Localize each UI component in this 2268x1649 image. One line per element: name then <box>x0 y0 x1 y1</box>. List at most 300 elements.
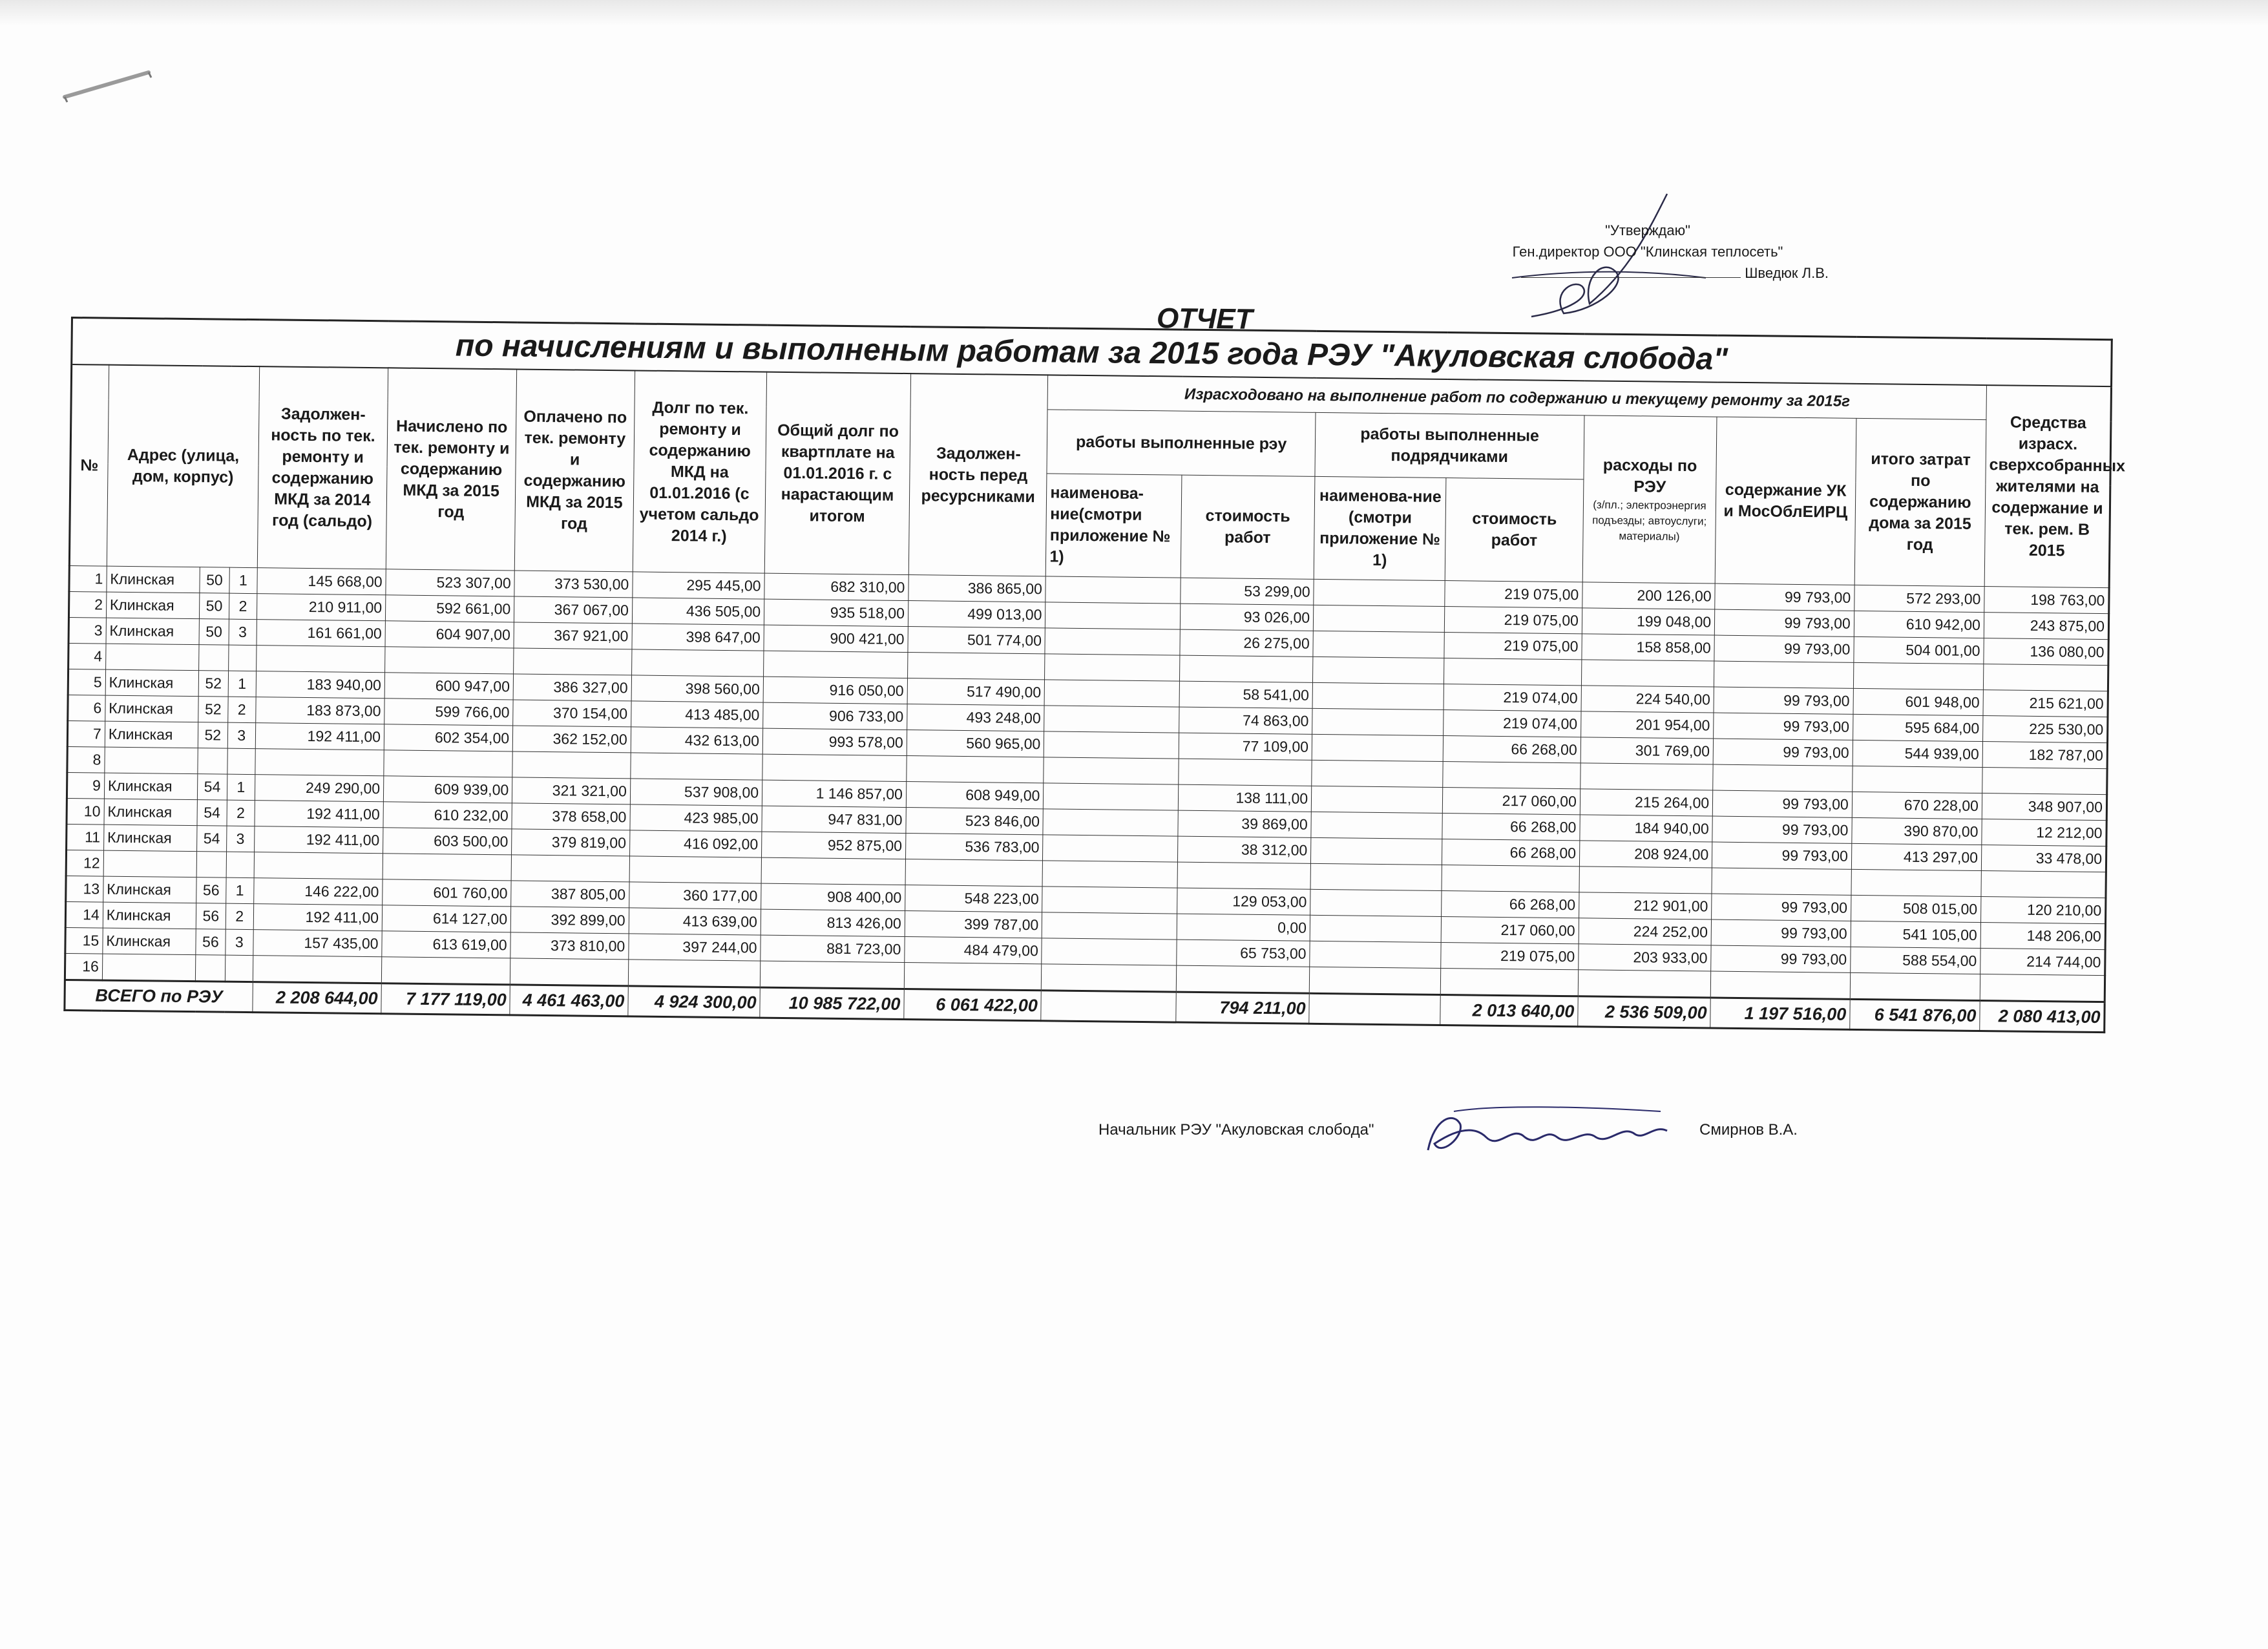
row-street: Клинская <box>104 799 198 826</box>
row-debt-2016: 398 647,00 <box>632 624 764 651</box>
row-funds <box>1982 768 2107 795</box>
row-reu-cost: 138 111,00 <box>1178 784 1312 812</box>
reu-expenses-title: расходы по РЭУ <box>1602 456 1697 496</box>
row-reu-cost <box>1179 655 1313 682</box>
row-supplier-debt: 499 013,00 <box>908 601 1045 628</box>
row-contractor-cost: 66 268,00 <box>1442 891 1579 918</box>
row-contractor-name <box>1310 889 1442 916</box>
row-contractor-name <box>1310 941 1442 968</box>
row-contractor-cost: 66 268,00 <box>1442 814 1580 841</box>
header-total-debt: Общий долг по квартплате на 01.01.2016 г. с нарастающим итогом <box>764 372 910 575</box>
footer-name: Смирнов В.А. <box>1699 1121 1798 1139</box>
row-number: 1 <box>69 565 107 592</box>
row-debt-2016: 416 092,00 <box>629 830 762 857</box>
row-house: 56 <box>196 903 226 929</box>
row-debt-2016 <box>628 960 761 987</box>
row-corpus <box>226 852 255 877</box>
row-debt-2014 <box>254 852 383 879</box>
row-street: Клинская <box>107 566 200 593</box>
table-title: по начислениям и выполненым работам за 2015 года РЭУ "Акуловская слобода" <box>72 318 2112 387</box>
row-reu-name <box>1044 706 1179 733</box>
row-funds: 33 478,00 <box>1981 845 2106 872</box>
row-number: 11 <box>67 824 104 850</box>
row-uk: 99 793,00 <box>1711 919 1851 947</box>
row-debt-2016: 295 445,00 <box>633 572 765 599</box>
row-total-debt <box>761 857 905 885</box>
header-reu-works: работы выполненные рэу <box>1047 410 1316 476</box>
row-debt-2014: 161 661,00 <box>257 620 386 647</box>
total-paid: 4 461 463,00 <box>510 985 628 1016</box>
row-house: 54 <box>198 774 227 800</box>
row-uk: 99 793,00 <box>1714 687 1853 714</box>
row-total-costs <box>1851 869 1982 896</box>
row-reu-name <box>1044 731 1179 759</box>
row-debt-2014: 249 290,00 <box>255 775 384 802</box>
header-contractor-name: наименова-ние (смотри приложение № 1) <box>1314 476 1446 580</box>
header-reu-name: наименова-ние(смотри приложение № 1) <box>1046 474 1182 578</box>
row-funds: 348 907,00 <box>1982 793 2106 821</box>
header-debt-2016: Долг по тек. ремонту и содержанию МКД на 01.01.2016 (с учетом сальдо 2014 г.) <box>633 370 767 573</box>
row-charged: 592 661,00 <box>385 595 514 622</box>
row-uk: 99 793,00 <box>1713 739 1853 766</box>
row-supplier-debt: 536 783,00 <box>905 834 1043 861</box>
row-total-debt: 947 831,00 <box>762 806 906 833</box>
row-reu-cost: 93 026,00 <box>1180 604 1314 631</box>
row-reu-expenses: 301 769,00 <box>1580 737 1714 764</box>
row-reu-name <box>1043 809 1178 836</box>
row-debt-2014: 192 411,00 <box>255 723 384 750</box>
row-contractor-cost <box>1441 968 1579 996</box>
row-debt-2014: 192 411,00 <box>253 904 383 931</box>
row-supplier-debt: 548 223,00 <box>905 885 1042 912</box>
header-num: № <box>69 364 109 566</box>
row-contractor-name <box>1310 863 1442 890</box>
row-reu-expenses <box>1581 660 1714 687</box>
row-total-costs: 670 228,00 <box>1852 792 1982 819</box>
row-funds: 12 212,00 <box>1982 819 2106 846</box>
row-debt-2016: 413 639,00 <box>629 908 761 935</box>
row-charged: 613 619,00 <box>382 931 511 958</box>
row-house: 52 <box>198 697 228 722</box>
row-house: 50 <box>200 593 229 619</box>
row-street: Клинская <box>105 669 199 697</box>
row-total-costs: 508 015,00 <box>1851 895 1981 922</box>
row-corpus <box>227 748 255 774</box>
row-total-debt: 935 518,00 <box>764 599 908 626</box>
row-debt-2014: 145 668,00 <box>257 568 386 595</box>
total-contractor-cost: 2 013 640,00 <box>1440 994 1578 1026</box>
row-reu-expenses: 224 252,00 <box>1579 918 1712 945</box>
row-house: 52 <box>198 722 227 748</box>
row-uk: 99 793,00 <box>1712 894 1851 921</box>
row-total-costs <box>1850 972 1980 1000</box>
row-contractor-name <box>1313 605 1445 632</box>
reu-expenses-detail: (з/пл.; электроэнергия подъезды; автоуслуги; материалы) <box>1592 498 1707 543</box>
row-street: Клинская <box>103 876 196 903</box>
row-uk <box>1712 868 1851 895</box>
row-reu-name <box>1045 602 1181 629</box>
row-contractor-name <box>1311 837 1443 865</box>
row-house <box>199 645 229 671</box>
row-contractor-name <box>1311 786 1443 813</box>
row-reu-cost: 53 299,00 <box>1181 578 1314 605</box>
row-debt-2016: 423 985,00 <box>630 804 762 832</box>
row-uk: 99 793,00 <box>1712 790 1852 817</box>
header-supplier-debt: Задолжен-ность перед ресурсниками <box>908 373 1048 576</box>
total-costs: 6 541 876,00 <box>1849 999 1980 1031</box>
row-funds: 198 763,00 <box>1984 587 2109 614</box>
row-street <box>105 747 198 774</box>
row-number: 12 <box>66 850 103 876</box>
row-contractor-name <box>1309 967 1441 994</box>
row-total-debt: 900 421,00 <box>764 625 908 652</box>
signature-line <box>1521 277 1741 278</box>
row-funds <box>1983 664 2108 691</box>
row-corpus: 2 <box>227 800 255 826</box>
row-paid: 386 327,00 <box>513 674 631 701</box>
row-debt-2016: 432 613,00 <box>631 727 763 754</box>
row-total-debt: 813 426,00 <box>761 909 905 936</box>
row-contractor-cost: 219 074,00 <box>1444 684 1581 711</box>
row-paid: 367 921,00 <box>514 622 632 649</box>
row-reu-cost: 77 109,00 <box>1179 733 1312 760</box>
header-contractor-cost: стоимость работ <box>1445 478 1584 582</box>
row-total-costs: 588 554,00 <box>1850 947 1980 974</box>
row-total-debt: 1 146 857,00 <box>762 780 906 807</box>
footer <box>1098 1121 1798 1139</box>
row-charged: 603 500,00 <box>383 828 512 855</box>
row-supplier-debt <box>907 756 1044 783</box>
row-number: 2 <box>68 591 106 618</box>
header-reu-expenses <box>1582 415 1717 583</box>
footer-position: Начальник РЭУ "Акуловская слобода" <box>1098 1121 1374 1139</box>
header-debt-2014: Задолжен-ность по тек. ремонту и содержанию МКД за 2014 год (сальдо) <box>257 366 388 569</box>
row-contractor-cost: 219 075,00 <box>1444 633 1582 660</box>
row-corpus: 1 <box>226 877 254 903</box>
row-reu-cost <box>1176 965 1310 993</box>
row-debt-2014: 157 435,00 <box>253 930 383 957</box>
row-corpus <box>225 955 253 982</box>
row-contractor-name <box>1310 915 1442 942</box>
row-supplier-debt: 484 479,00 <box>905 937 1042 964</box>
head-signature <box>1415 1098 1686 1170</box>
row-debt-2014: 183 873,00 <box>256 697 385 724</box>
row-supplier-debt: 608 949,00 <box>906 782 1044 809</box>
row-corpus: 3 <box>227 722 256 748</box>
row-charged: 599 766,00 <box>384 698 514 726</box>
row-reu-cost: 0,00 <box>1177 914 1310 941</box>
row-contractor-cost: 217 060,00 <box>1443 788 1580 815</box>
row-street <box>103 850 197 877</box>
row-charged <box>385 647 514 674</box>
total-reu-cost: 794 211,00 <box>1176 992 1310 1024</box>
row-paid <box>512 751 631 779</box>
row-reu-name <box>1044 680 1179 707</box>
header-spent-group: Израсходовано на выполнение работ по содержанию и текущему ремонту за 2015г <box>1047 375 1986 419</box>
row-house <box>198 748 227 774</box>
scan-edge <box>0 0 2268 26</box>
header-uk-mosoblеirc: содержание УК и МосОблЕИРЦ <box>1715 417 1856 585</box>
row-debt-2016: 436 505,00 <box>632 598 764 625</box>
row-contractor-name <box>1314 579 1445 606</box>
row-supplier-debt: 560 965,00 <box>907 730 1044 757</box>
total-debt-2014: 2 208 644,00 <box>253 982 382 1014</box>
row-uk: 99 793,00 <box>1714 635 1854 662</box>
row-contractor-name <box>1312 760 1444 787</box>
director-name: Шведюк Л.В. <box>1745 265 1829 281</box>
row-number: 15 <box>65 927 103 954</box>
row-debt-2016: 360 177,00 <box>629 882 761 909</box>
row-debt-2016: 397 244,00 <box>629 934 761 961</box>
row-corpus: 3 <box>229 619 257 645</box>
row-reu-expenses: 200 126,00 <box>1582 582 1716 609</box>
row-total-costs: 390 870,00 <box>1852 817 1982 845</box>
row-paid: 321 321,00 <box>512 777 631 804</box>
row-supplier-debt: 386 865,00 <box>908 575 1046 602</box>
row-contractor-cost: 219 074,00 <box>1444 710 1581 737</box>
header-total-costs: итого затрат по содержанию дома за 2015 год <box>1854 418 1986 586</box>
row-debt-2014: 210 911,00 <box>257 594 386 621</box>
row-debt-2014: 183 940,00 <box>256 671 385 698</box>
row-charged: 610 232,00 <box>383 802 512 829</box>
row-reu-name <box>1045 576 1181 604</box>
total-supplier: 6 061 422,00 <box>904 989 1042 1021</box>
total-reu-name <box>1041 991 1176 1022</box>
row-debt-2014 <box>255 749 384 776</box>
row-supplier-debt <box>905 859 1043 887</box>
row-reu-expenses: 212 901,00 <box>1579 892 1712 919</box>
total-funds: 2 080 413,00 <box>1980 1001 2105 1033</box>
row-paid: 362 152,00 <box>512 726 631 753</box>
total-contractor-name <box>1309 993 1441 1025</box>
row-contractor-name <box>1313 656 1445 684</box>
row-number: 8 <box>67 746 105 773</box>
row-total-costs <box>1853 662 1984 689</box>
row-street: Клинская <box>105 695 198 722</box>
row-street: Клинская <box>106 618 200 645</box>
row-contractor-cost: 66 268,00 <box>1444 736 1581 763</box>
row-total-costs: 601 948,00 <box>1853 688 1984 715</box>
row-number: 13 <box>66 876 103 902</box>
row-paid <box>510 958 628 986</box>
staple-mark <box>58 65 155 103</box>
row-uk <box>1710 971 1850 999</box>
total-total-debt: 10 985 722,00 <box>760 987 904 1019</box>
row-total-costs: 544 939,00 <box>1853 740 1983 767</box>
row-reu-name <box>1045 654 1180 681</box>
report-sheet <box>63 302 2126 1033</box>
row-contractor-name <box>1312 708 1444 735</box>
row-supplier-debt: 523 846,00 <box>906 808 1044 835</box>
row-reu-cost: 38 312,00 <box>1177 836 1311 863</box>
row-reu-cost <box>1179 759 1312 786</box>
row-street <box>102 954 196 982</box>
row-reu-name <box>1044 783 1179 810</box>
row-reu-expenses <box>1578 970 1711 998</box>
row-contractor-cost <box>1443 762 1580 789</box>
row-total-costs: 572 293,00 <box>1854 585 1984 612</box>
row-street: Клинская <box>103 902 196 929</box>
row-number: 7 <box>67 720 105 747</box>
row-charged <box>383 854 512 881</box>
row-contractor-cost: 219 075,00 <box>1445 607 1582 634</box>
row-uk: 99 793,00 <box>1714 609 1854 636</box>
row-reu-expenses: 224 540,00 <box>1581 686 1714 713</box>
row-funds: 225 530,00 <box>1982 716 2107 743</box>
row-number: 14 <box>65 901 103 928</box>
header-charged-2015: Начислено по тек. ремонту и содержанию МКД за 2015 год <box>386 368 516 571</box>
row-paid: 373 810,00 <box>510 932 629 960</box>
row-contractor-name <box>1313 631 1445 658</box>
approval-block <box>1441 220 1854 284</box>
row-paid: 392 899,00 <box>510 907 629 934</box>
row-reu-expenses: 208 924,00 <box>1579 841 1712 868</box>
row-street: Клинская <box>103 824 197 852</box>
row-total-costs: 504 001,00 <box>1854 636 1984 664</box>
row-reu-name <box>1042 912 1177 940</box>
row-corpus: 1 <box>228 671 257 697</box>
row-house: 52 <box>198 671 228 697</box>
row-corpus: 2 <box>226 903 254 929</box>
total-label: ВСЕГО по РЭУ <box>65 980 253 1012</box>
row-total-debt: 682 310,00 <box>764 573 908 600</box>
row-total-debt: 993 578,00 <box>762 728 907 755</box>
row-contractor-cost: 66 268,00 <box>1442 839 1580 867</box>
row-funds: 243 875,00 <box>1984 613 2108 640</box>
row-debt-2016: 537 908,00 <box>630 779 762 806</box>
row-charged <box>384 750 513 777</box>
row-debt-2016 <box>631 649 764 677</box>
row-reu-expenses <box>1580 763 1714 790</box>
row-street <box>105 644 199 671</box>
row-house: 54 <box>197 826 227 852</box>
header-paid-2015: Оплачено по тек. ремонту и содержанию МКД за 2015 год <box>514 369 635 571</box>
document-title: ОТЧЕТ <box>1156 302 1253 335</box>
row-paid <box>511 855 629 882</box>
row-uk: 99 793,00 <box>1712 842 1852 869</box>
row-contractor-cost: 219 075,00 <box>1445 581 1582 608</box>
row-number: 6 <box>68 695 105 721</box>
approval-line-1: "Утверждаю" <box>1605 222 1690 238</box>
row-contractor-name <box>1312 734 1444 761</box>
row-total-debt: 908 400,00 <box>761 883 905 910</box>
row-paid: 367 067,00 <box>514 596 633 624</box>
row-supplier-debt: 399 787,00 <box>905 911 1042 938</box>
row-reu-name <box>1042 964 1177 992</box>
row-number: 4 <box>68 643 106 669</box>
row-total-debt <box>762 754 907 781</box>
row-debt-2016: 413 485,00 <box>631 701 763 728</box>
row-corpus: 1 <box>229 567 257 593</box>
row-funds: 120 210,00 <box>1980 897 2105 924</box>
row-house <box>196 852 226 877</box>
row-house <box>196 955 226 982</box>
row-reu-expenses: 158 858,00 <box>1582 634 1715 661</box>
row-reu-cost: 129 053,00 <box>1177 888 1310 915</box>
row-uk: 99 793,00 <box>1715 583 1854 611</box>
row-reu-cost: 26 275,00 <box>1180 629 1314 656</box>
row-supplier-debt <box>904 963 1042 991</box>
total-reu-expenses: 2 536 509,00 <box>1578 996 1711 1028</box>
row-house: 50 <box>200 567 229 593</box>
row-funds: 214 744,00 <box>1980 949 2105 976</box>
header-address: Адрес (улица, дом, корпус) <box>107 365 260 568</box>
row-reu-expenses: 215 264,00 <box>1580 789 1713 816</box>
row-uk: 99 793,00 <box>1711 945 1851 972</box>
row-reu-expenses: 201 954,00 <box>1580 711 1714 739</box>
row-uk: 99 793,00 <box>1714 713 1853 740</box>
row-paid: 370 154,00 <box>513 700 631 727</box>
row-total-debt: 906 733,00 <box>763 702 907 730</box>
header-reu-cost: стоимость работ <box>1181 475 1315 579</box>
row-total-debt: 952 875,00 <box>762 832 906 859</box>
row-total-debt <box>764 651 908 678</box>
row-charged: 604 907,00 <box>385 621 514 648</box>
row-uk: 99 793,00 <box>1712 816 1852 843</box>
row-contractor-name <box>1312 682 1444 709</box>
row-number: 10 <box>67 798 104 824</box>
row-corpus: 3 <box>226 826 255 852</box>
row-debt-2014 <box>253 956 382 983</box>
row-street: Клинская <box>104 773 198 800</box>
row-street: Клинская <box>103 928 196 955</box>
row-number: 9 <box>67 772 104 799</box>
row-total-costs <box>1852 766 1982 793</box>
row-contractor-cost <box>1442 865 1579 892</box>
row-reu-expenses: 203 933,00 <box>1579 944 1712 971</box>
header-contractor-works: работы выполненные подрядчиками <box>1315 412 1584 479</box>
row-charged: 523 307,00 <box>386 569 515 596</box>
row-street: Клинская <box>106 592 200 619</box>
row-reu-name <box>1043 835 1178 862</box>
row-number: 5 <box>68 669 105 695</box>
row-paid <box>514 648 632 675</box>
row-reu-expenses: 184 940,00 <box>1580 815 1713 842</box>
row-paid: 378 658,00 <box>512 803 630 830</box>
row-reu-cost: 58 541,00 <box>1179 681 1313 708</box>
row-reu-name <box>1042 887 1177 914</box>
row-reu-cost <box>1177 862 1311 889</box>
row-supplier-debt: 493 248,00 <box>907 704 1045 731</box>
row-funds: 148 206,00 <box>1980 923 2105 950</box>
row-debt-2016: 398 560,00 <box>631 675 764 702</box>
row-reu-name <box>1044 757 1179 784</box>
row-corpus <box>228 645 257 671</box>
row-contractor-cost: 219 075,00 <box>1441 943 1579 970</box>
total-charged: 7 177 119,00 <box>381 983 510 1015</box>
row-street: Клинская <box>105 721 198 748</box>
row-contractor-cost: 217 060,00 <box>1441 917 1579 944</box>
row-total-debt: 916 050,00 <box>763 677 907 704</box>
row-number: 3 <box>68 617 106 644</box>
total-uk: 1 197 516,00 <box>1710 998 1850 1029</box>
row-reu-expenses <box>1579 867 1712 894</box>
row-total-costs: 413 297,00 <box>1851 843 1982 870</box>
row-reu-cost: 65 753,00 <box>1177 940 1310 967</box>
row-charged <box>381 957 510 985</box>
row-debt-2016 <box>629 856 762 883</box>
row-supplier-debt: 517 490,00 <box>907 678 1045 706</box>
row-reu-cost: 74 863,00 <box>1179 707 1312 734</box>
row-total-costs: 541 105,00 <box>1851 921 1981 948</box>
row-house: 56 <box>196 929 226 955</box>
row-reu-name <box>1042 861 1177 888</box>
row-corpus: 2 <box>227 697 256 722</box>
row-total-debt: 881 723,00 <box>761 935 905 962</box>
row-paid: 387 805,00 <box>511 881 629 908</box>
row-corpus: 3 <box>225 929 253 955</box>
row-charged: 600 947,00 <box>384 673 514 700</box>
